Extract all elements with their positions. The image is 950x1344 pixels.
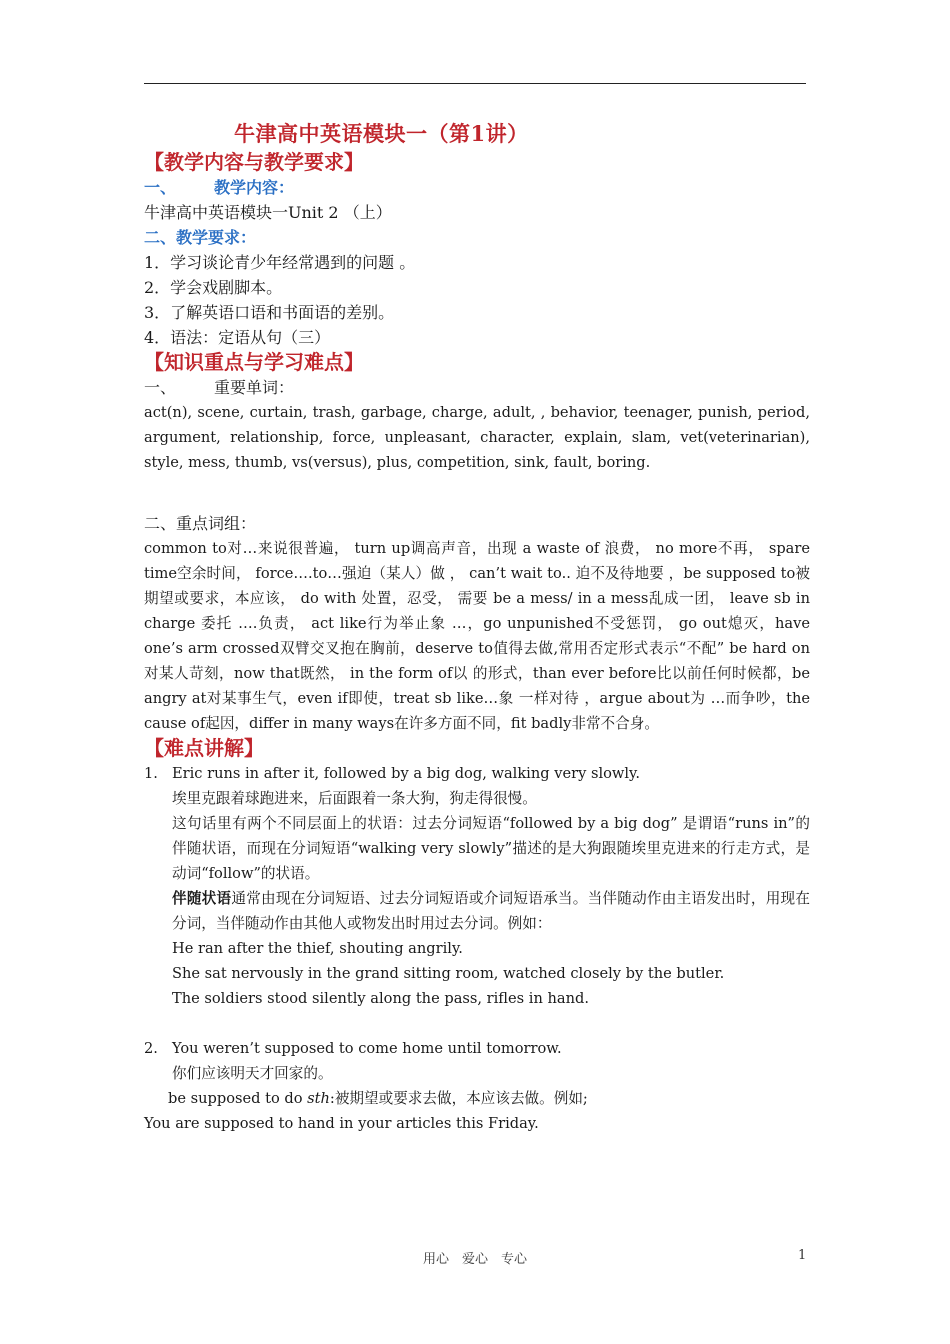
point-number: 2. (144, 1040, 158, 1057)
unit-line: 牛津高中英语模块一Unit 2 （上） (144, 203, 392, 222)
phrases-list: common to对…来说很普遍， turn up调高声音，出现 a waste of 浪费， no more不再， spare time空余时间， force….to…强迫（某人）做 ， can’t wait to.. 迫不及待地要 ，be supposed to被期望或要求，本应该， do with 处置，忍受， 需要 be a mess/ in a mess乱成一团， leave sb in charge 委托 ….负责， act like行为举止象 …，go unpunished不受惩罚， go out熄灭，have one’s arm crossed双臂交叉抱在胸前，deserve to值得去做,常用否定形式表示“不配” be hard on对某人苛刻，now that既然， in the form of以 的形式，than ever before比以前任何时候都，be angry at对某事生气，even if即使，treat sb like…象 一样对待 ，argue about为 …而争吵，the cause of起因，differ in many ways在许多方面不同，fit badly非常不合身。 (144, 540, 810, 732)
example-sentence: She sat nervously in the grand sitting room, watched closely by the butler. (172, 965, 725, 982)
section-heading-difficulties: 【难点讲解】 (144, 736, 264, 760)
point-1-explanation: 这句话里有两个不同层面上的状语：过去分词短语“followed by a big dog” 是谓语“runs in”的伴随状语，而现在分词短语“walking very slowly”描述的是大狗跟随埃里克进来的行走方式，是动词“follow”的状语。 (172, 815, 810, 882)
document-body (144, 118, 810, 1136)
point-1-sentence (144, 761, 810, 786)
example-sentence: The soldiers stood silently along the pass, rifles in hand. (172, 990, 589, 1007)
point-2-translation: 你们应该明天才回家的。 (172, 1065, 333, 1082)
example-sentence: He ran after the thief, shouting angrily. (172, 940, 463, 957)
point-1-translation: 埃里克跟着球跑进来，后面跟着一条大狗，狗走得很慢。 (172, 790, 537, 807)
heading-number: 一、 (144, 378, 177, 397)
requirement-item: 4．语法：定语从句（三） (144, 328, 331, 347)
point-1-rule (144, 886, 810, 936)
rule-text: :被期望或要求去做，本应该去做。例如; (329, 1090, 588, 1107)
section-heading-keypoints: 【知识重点与学习难点】 (144, 350, 364, 374)
heading-text: 重要单词： (214, 378, 295, 397)
page-number: 1 (798, 1248, 807, 1263)
point-2-rule (144, 1086, 810, 1111)
teaching-content-heading (144, 175, 810, 200)
point-2-example: You are supposed to hand in your articles this Friday. (144, 1115, 539, 1132)
heading-number: 一、 (144, 178, 177, 197)
vocab-list: act(n), scene, curtain, trash, garbage, charge, adult, , behavior, teenager, punish, period, argument, relationship, force, unpleasant, character, explain, slam, vet(veterinarian), style, mess, thumb, vs(versus), plus, competition, sink, fault, boring. (144, 404, 810, 471)
header-rule (144, 83, 806, 84)
phrases-heading: 二、重点词组： (144, 514, 257, 533)
point-english: Eric runs in after it, followed by a big dog, walking very slowly. (172, 765, 641, 782)
document-title: 牛津高中英语模块一（第1讲） (234, 121, 529, 146)
teaching-requirements-heading: 二、教学要求： (144, 228, 257, 247)
keyword: 伴随状语 (172, 890, 232, 907)
requirement-item: 2．学会戏剧脚本。 (144, 278, 283, 297)
point-2-sentence (144, 1036, 810, 1061)
section-heading-content: 【教学内容与教学要求】 (144, 150, 364, 174)
point-english: You weren’t supposed to come home until tomorrow. (172, 1040, 562, 1057)
rule-prefix: be supposed to do (168, 1090, 308, 1107)
rule-sth: sth (307, 1090, 330, 1107)
footer-motto: 用心 爱心 专心 (422, 1252, 527, 1267)
requirement-item: 3．了解英语口语和书面语的差别。 (144, 303, 395, 322)
rule-text: 通常由现在分词短语、过去分词短语或介词短语承当。当伴随动作由主语发出时，用现在分词，当伴随动作由其他人或物发出时用过去分词。例如： (172, 890, 810, 932)
vocab-heading (144, 375, 810, 400)
requirement-item: 1．学习谈论青少年经常遇到的问题 。 (144, 253, 416, 272)
point-number: 1. (144, 765, 158, 782)
heading-text: 教学内容： (214, 178, 295, 197)
